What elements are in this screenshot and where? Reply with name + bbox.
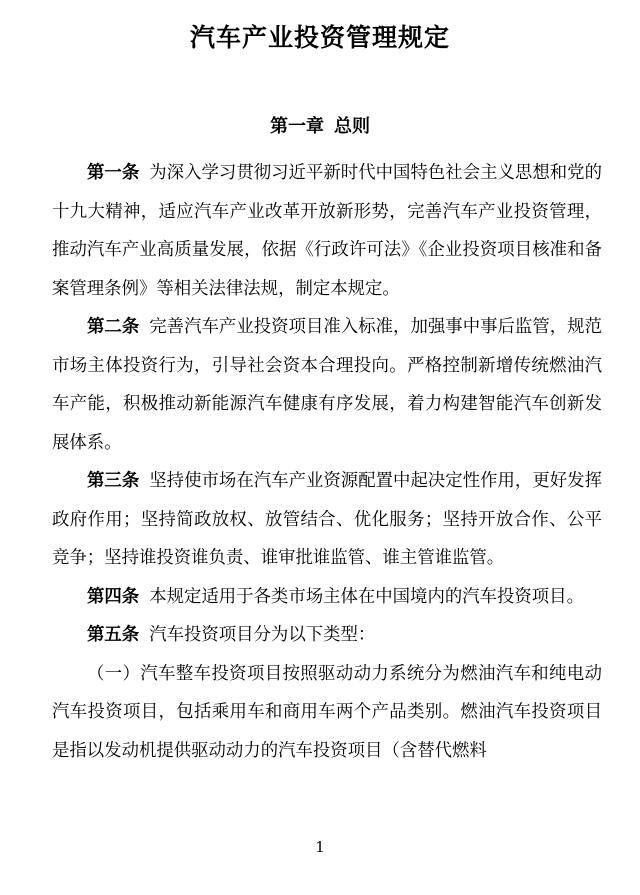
article-text: 坚持使市场在汽车产业资源配置中起决定性作用，更好发挥政府作用；坚持简政放权、放管结合、优化服务；坚持开放合作、公平竞争；坚持谁投资谁负责、谁审批谁监管、谁主管谁监管。 [52, 471, 602, 568]
document-body [52, 154, 602, 770]
article-text: 完善汽车产业投资项目准入标准，加强事中事后监管，规范市场主体投资行为，引导社会资本合理投向。严格控制新增传统燃油汽车产能，积极推动新能源汽车健康有序发展，着力构建智能汽车创新发展体系。 [52, 317, 602, 453]
article-label: 第五条 [87, 625, 140, 645]
article-label: 第二条 [87, 317, 140, 337]
document-title: 汽车产业投资管理规定 [189, 23, 450, 52]
article-5 [52, 616, 602, 655]
chapter-number: 第一章 [270, 116, 324, 137]
sub-item-1: （一）汽车整车投资项目按照驱动动力系统分为燃油汽车和纯电动汽车投资项目，包括乘用车和商用车两个产品类别。燃油汽车投资项目是指以发动机提供驱动动力的汽车投资项目（含替代燃料 [52, 663, 602, 761]
page-number: 1 [315, 838, 325, 856]
article-text: 汽车投资项目分为以下类型： [149, 625, 376, 645]
article-label: 第一条 [87, 163, 140, 183]
article-text: 本规定适用于各类市场主体在中国境内的汽车投资项目。 [149, 586, 584, 607]
article-label: 第三条 [87, 471, 140, 491]
article-4 [52, 578, 602, 617]
chapter-heading [0, 112, 640, 142]
article-1 [52, 154, 602, 308]
article-label: 第四条 [87, 586, 140, 607]
article-3 [52, 462, 602, 578]
article-2 [52, 308, 602, 462]
article-text: 为深入学习贯彻习近平新时代中国特色社会主义思想和党的十九大精神，适应汽车产业改革开放新形势，完善汽车产业投资管理，推动汽车产业高质量发展，依据《行政许可法》《企业投资项目核准和备案管理条例》等相关法律法规，制定本规定。 [52, 163, 602, 299]
chapter-name: 总则 [334, 116, 370, 137]
